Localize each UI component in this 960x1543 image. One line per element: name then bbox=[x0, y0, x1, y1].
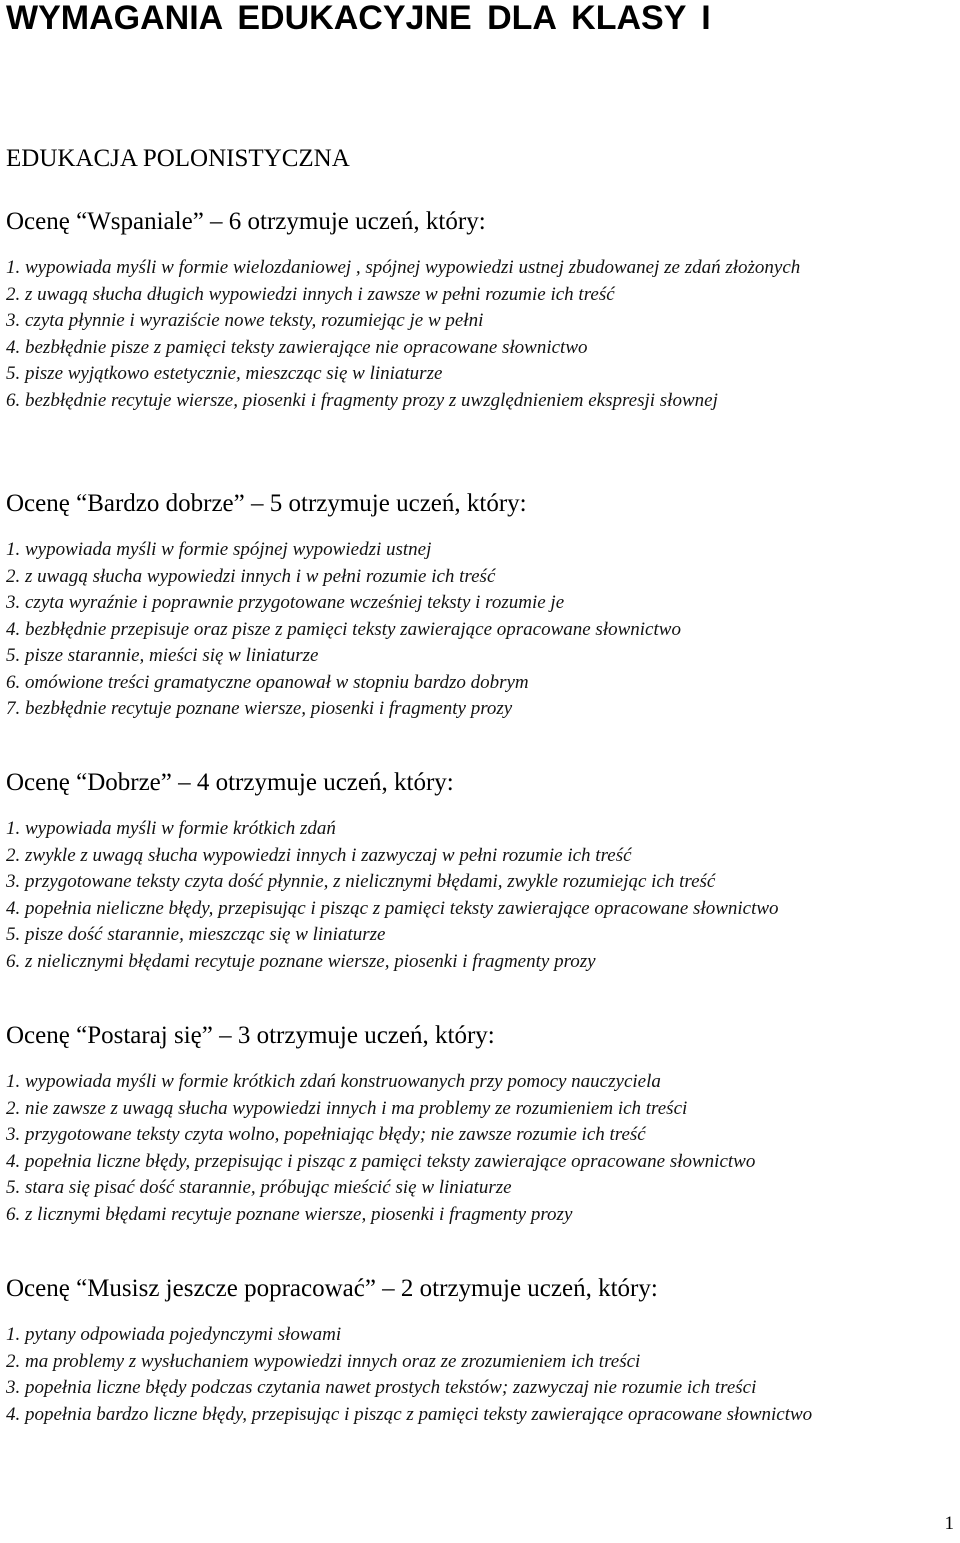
criterion-item: 1. wypowiada myśli w formie krótkich zdań bbox=[6, 818, 336, 839]
criterion-item: 6. bezbłędnie recytuje wiersze, piosenki i fragmenty prozy z uwzględnieniem ekspresji słownej bbox=[6, 389, 718, 411]
criterion-item: 4. popełnia liczne błędy, przepisując i pisząc z pamięci teksty zawierające opracowane słownictwo bbox=[6, 1150, 756, 1172]
criterion-item: 1. pytany odpowiada pojedynczymi słowami bbox=[6, 1324, 342, 1345]
grade-heading: Ocenę “Dobrze” – 4 otrzymuje uczeń, który: bbox=[6, 769, 454, 796]
criterion-item: 6. z licznymi błędami recytuje poznane wiersze, piosenki i fragmenty prozy bbox=[6, 1203, 573, 1225]
criterion-item: 1. wypowiada myśli w formie krótkich zdań konstruowanych przy pomocy nauczyciela bbox=[6, 1071, 661, 1092]
criterion-item: 5. stara się pisać dość starannie, próbując mieścić się w liniaturze bbox=[6, 1177, 512, 1198]
criterion-item: 5. pisze starannie, mieści się w liniaturze bbox=[6, 645, 319, 666]
criterion-item: 1. wypowiada myśli w formie wielozdaniowej , spójnej wypowiedzi ustnej zbudowanej ze zdań złożonych bbox=[6, 257, 801, 278]
grade-heading: Ocenę “Postaraj się” – 3 otrzymuje uczeń, który: bbox=[6, 1022, 495, 1049]
section-heading: EDUKACJA POLONISTYCZNA bbox=[6, 145, 350, 172]
criterion-item: 3. czyta wyraźnie i poprawnie przygotowane wcześniej teksty i rozumie je bbox=[6, 592, 565, 613]
criterion-item: 4. popełnia nieliczne błędy, przepisując i pisząc z pamięci teksty zawierające opracowane słownictwo bbox=[6, 897, 779, 919]
grade-heading: Ocenę “Wspaniale” – 6 otrzymuje uczeń, który: bbox=[6, 208, 486, 235]
grade-section-6 bbox=[6, 206, 956, 414]
grade-section-5 bbox=[6, 488, 956, 723]
criterion-item: 5. pisze dość starannie, mieszcząc się w liniaturze bbox=[6, 924, 386, 945]
grade-section-4 bbox=[6, 767, 956, 975]
criterion-item: 3. popełnia liczne błędy podczas czytania nawet prostych tekstów; zazwyczaj nie rozumie ich treści bbox=[6, 1377, 757, 1398]
criterion-item: 2. ma problemy z wysłuchaniem wypowiedzi innych oraz ze zrozumieniem ich treści bbox=[6, 1350, 641, 1372]
criterion-item: 3. czyta płynnie i wyraziście nowe teksty, rozumiejąc je w pełni bbox=[6, 310, 484, 331]
grade-heading: Ocenę “Musisz jeszcze popracować” – 2 otrzymuje uczeń, który: bbox=[6, 1275, 658, 1302]
grade-section-3 bbox=[6, 1020, 956, 1228]
criterion-item: 2. zwykle z uwagą słucha wypowiedzi innych i zazwyczaj w pełni rozumie ich treść bbox=[6, 844, 632, 866]
criteria-list bbox=[6, 816, 956, 975]
grade-heading: Ocenę “Bardzo dobrze” – 5 otrzymuje uczeń, który: bbox=[6, 490, 527, 517]
criteria-list bbox=[6, 1069, 956, 1228]
page-number: 1 bbox=[944, 1513, 954, 1534]
criteria-list bbox=[6, 537, 956, 723]
criterion-item: 3. przygotowane teksty czyta wolno, popełniając błędy; nie zawsze rozumie ich treść bbox=[6, 1124, 646, 1145]
criterion-item: 4. bezbłędnie przepisuje oraz pisze z pamięci teksty zawierające opracowane słownictwo bbox=[6, 618, 681, 640]
criterion-item: 4. bezbłędnie pisze z pamięci teksty zawierające nie opracowane słownictwo bbox=[6, 336, 588, 358]
criterion-item: 6. omówione treści gramatyczne opanował w stopniu bardzo dobrym bbox=[6, 671, 529, 693]
criterion-item: 2. z uwagą słucha wypowiedzi innych i w pełni rozumie ich treść bbox=[6, 565, 496, 587]
grade-section-2 bbox=[6, 1273, 956, 1428]
criteria-list bbox=[6, 1322, 956, 1428]
document-title: WYMAGANIA EDUKACYJNE DLA KLASY I bbox=[6, 0, 711, 37]
criteria-list bbox=[6, 255, 956, 414]
criterion-item: 7. bezbłędnie recytuje poznane wiersze, piosenki i fragmenty prozy bbox=[6, 698, 513, 719]
criterion-item: 5. pisze wyjątkowo estetycznie, mieszcząc się w liniaturze bbox=[6, 363, 443, 384]
criterion-item: 6. z nielicznymi błędami recytuje poznane wiersze, piosenki i fragmenty prozy bbox=[6, 950, 596, 972]
criterion-item: 2. z uwagą słucha długich wypowiedzi innych i zawsze w pełni rozumie ich treść bbox=[6, 283, 615, 305]
criterion-item: 3. przygotowane teksty czyta dość płynnie, z nielicznymi błędami, zwykle rozumiejąc ich treść bbox=[6, 871, 716, 892]
criterion-item: 2. nie zawsze z uwagą słucha wypowiedzi innych i ma problemy ze rozumieniem ich treści bbox=[6, 1097, 688, 1119]
criterion-item: 1. wypowiada myśli w formie spójnej wypowiedzi ustnej bbox=[6, 539, 432, 560]
criterion-item: 4. popełnia bardzo liczne błędy, przepisując i pisząc z pamięci teksty zawierające opracowane słownictwo bbox=[6, 1403, 813, 1425]
